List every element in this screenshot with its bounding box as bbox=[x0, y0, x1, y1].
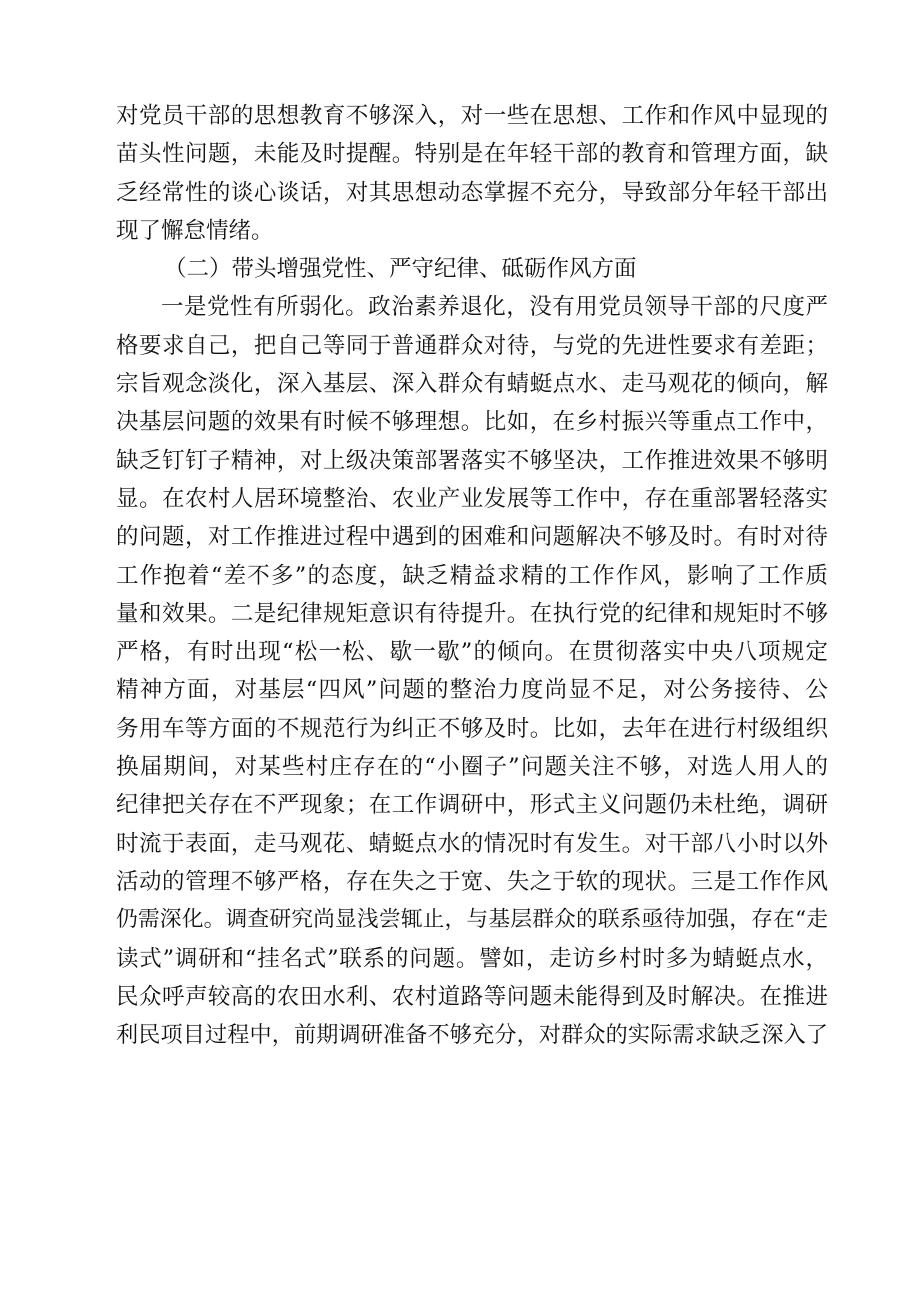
paragraph-line: 工作抱着“差不多”的态度，缺乏精益求精的工作作风，影响了工作质 bbox=[116, 562, 828, 589]
paragraph-line: 量和效果。二是纪律规矩意识有待提升。在执行党的纪律和规矩时不够 bbox=[116, 600, 828, 627]
paragraph-line: 决基层问题的效果有时候不够理想。比如，在乡村振兴等重点工作中， bbox=[116, 409, 828, 436]
paragraph-line: 缺乏钉钉子精神，对上级决策部署落实不够坚决，工作推进效果不够明 bbox=[116, 447, 828, 474]
paragraph-line: 现了懈怠情绪。 bbox=[116, 217, 274, 244]
paragraph-line: 民众呼声较高的农田水利、农村道路等问题未能得到及时解决。在推进 bbox=[116, 983, 828, 1010]
paragraph-line: 苗头性问题，未能及时提醒。特别是在年轻干部的教育和管理方面，缺 bbox=[116, 141, 828, 168]
paragraph-line: 读式”调研和“挂名式”联系的问题。譬如，走访乡村时多为蜻蜓点水， bbox=[116, 945, 828, 972]
paragraph-line: 显。在农村人居环境整治、农业产业发展等工作中，存在重部署轻落实 bbox=[116, 485, 828, 512]
paragraph-line: 换届期间，对某些村庄存在的“小圈子”问题关注不够，对选人用人的 bbox=[116, 754, 828, 781]
paragraph-line: 精神方面，对基层“四风”问题的整治力度尚显不足，对公务接待、公 bbox=[116, 677, 828, 704]
document-body bbox=[116, 97, 828, 1054]
paragraph-line: 利民项目过程中，前期调研准备不够充分，对群众的实际需求缺乏深入了 bbox=[116, 1022, 828, 1049]
paragraph-line: 宗旨观念淡化，深入基层、深入群众有蜻蜓点水、走马观花的倾向，解 bbox=[116, 371, 828, 398]
paragraph-line: 活动的管理不够严格，存在失之于宽、失之于软的现状。三是工作作风 bbox=[116, 868, 828, 895]
paragraph-line: 对党员干部的思想教育不够深入，对一些在思想、工作和作风中显现的 bbox=[116, 103, 828, 129]
paragraph-line: 乏经常性的谈心谈话，对其思想动态掌握不充分，导致部分年轻干部出 bbox=[116, 179, 828, 206]
paragraph-line: 仍需深化。调查研究尚显浅尝辄止，与基层群众的联系亟待加强，存在“走 bbox=[116, 907, 828, 933]
paragraph-line: 务用车等方面的不规范行为纠正不够及时。比如，去年在进行村级组织 bbox=[116, 715, 828, 742]
paragraph-line: 的问题，对工作推进过程中遇到的困难和问题解决不够及时。有时对待 bbox=[116, 524, 828, 551]
paragraph-line: 时流于表面，走马观花、蜻蜓点水的情况时有发生。对干部八小时以外 bbox=[116, 830, 828, 857]
paragraph-line: 严格，有时出现“松一松、歇一歇”的倾向。在贯彻落实中央八项规定 bbox=[116, 639, 828, 666]
paragraph-line: 纪律把关存在不严现象；在工作调研中，形式主义问题仍未杜绝，调研 bbox=[116, 792, 828, 819]
paragraph-line: 一是党性有所弱化。政治素养退化，没有用党员领导干部的尺度严 bbox=[161, 294, 828, 321]
paragraph-line: 格要求自己，把自己等同于普通群众对待，与党的先进性要求有差距； bbox=[116, 332, 828, 359]
section-heading: （二）带头增强党性、严守纪律、砥砺作风方面 bbox=[164, 256, 637, 283]
